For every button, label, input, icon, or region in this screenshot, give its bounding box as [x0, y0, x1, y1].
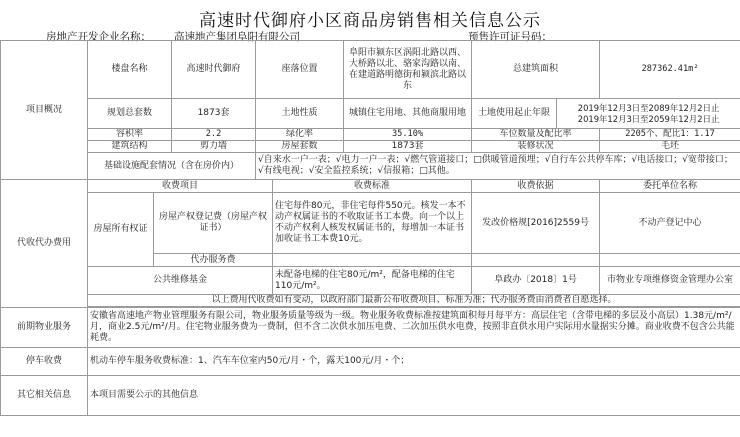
page-title: 高速时代御府小区商品房销售相关信息公示 — [199, 11, 541, 31]
delivery-value: 毛坯 — [600, 141, 740, 153]
maintenance-fund-label: 公共维修基金 — [88, 267, 273, 295]
fees-section-label: 代收代办费用 — [1, 180, 88, 308]
delivery-label: 装修状况 — [472, 141, 600, 153]
land-term-values — [557, 99, 740, 129]
location-value: 阜阳市颍东区涡阳北路以西、大桥路以北、骆家沟路以南、在建道路明德街和颍滨北路以东 — [344, 41, 472, 99]
fee-header-agency: 委托单位名称 — [600, 180, 740, 193]
name-label: 楼盘名称 — [88, 41, 172, 99]
property-text: 安徽省高速地产物业管理服务有限公司，物业服务质量等级为一级。物业服务收费标准按建筑面积每月每平方：高层住宅（含带电梯的多层及小高层）1.38元/m²/月，商业2.5元/m²/月。住宅物业服务费为一费制，但不含二次供水加压电费、二次加压供水电费，按照非直供水用户实际用水量据实分摊。商业收费不包含公共能耗费。 — [88, 308, 740, 348]
facilities-label: 基础设施配套情况（含在房价内） — [88, 153, 256, 180]
parking-ratio-label: 车位数量及配比率 — [472, 129, 600, 141]
units-value: 1873套 — [344, 141, 472, 153]
developer-name: 高速地产集团阜阳有限公司 — [174, 31, 300, 43]
property-label: 前期物业服务 — [1, 308, 88, 348]
name-value: 高速时代御府 — [172, 41, 256, 99]
cert-fee-label: 房屋产权登记费（房屋产权证书） — [154, 193, 273, 254]
planned-units-value: 1873套 — [172, 99, 256, 129]
fee-header-standard: 收费标准 — [273, 180, 472, 193]
maintenance-fund-basis: 阜政办〔2018〕1号 — [472, 267, 600, 295]
service-fee-label: 代办服务费 — [154, 254, 273, 267]
parking-fees-text: 机动车停车服务收费标准：1、汽车车位室内50元/月・个，露天100元/月・个； — [88, 348, 740, 376]
structure-label: 建筑结构 — [88, 141, 172, 153]
fees-note: 以上费用代收费如有变动，以政府部门最新公布收费项目、标准为准；代办服务费由消费者自愿选择。 — [88, 295, 740, 307]
info-table — [0, 40, 740, 416]
maintenance-fund-agency: 市物业专项维修资金管理办公室 — [600, 267, 740, 295]
ownership-cert-label: 房屋所有权证 — [88, 193, 154, 267]
maintenance-fund-standard: 未配备电梯的住宅80元/m²，配备电梯的住宅110元/m²。 — [273, 267, 472, 295]
developer-label: 房地产开发企业名称： — [46, 31, 151, 43]
parking-fees-label: 停车收费 — [1, 348, 88, 376]
land-term-label: 土地使用起止年限 — [472, 99, 557, 129]
land-use-value: 城镇住宅用地、其他商服用地 — [344, 99, 472, 129]
cert-fee-agency: 不动产登记中心 — [600, 193, 740, 254]
other-info-label: 其它相关信息 — [1, 376, 88, 416]
green-value: 35.10% — [344, 129, 472, 141]
overview-section-label: 项目概况 — [1, 41, 88, 180]
location-label: 座落位置 — [256, 41, 344, 99]
permit-label: 预售许可证号码： — [468, 31, 552, 43]
units-label: 房屋套数 — [256, 141, 344, 153]
planned-units-label: 规划总套数 — [88, 99, 172, 129]
far-label: 容积率 — [88, 129, 172, 141]
structure-value: 剪力墙 — [172, 141, 256, 153]
area-label: 总建筑面积 — [472, 41, 600, 99]
parking-ratio-value: 2205个、配比1：1.17 — [600, 129, 740, 141]
facilities-value: √自来水一户一表；√电力一户一表；√燃气管道接口；□供暖管道预埋；√自行车公共停车库；√电话接口；√宽带接口；√有线电视；√安全监控系统；√信报箱；□其他。 — [256, 153, 740, 180]
area-value: 287362.41m² — [600, 41, 740, 99]
fee-header-basis: 收费依据 — [472, 180, 600, 193]
land-term-commercial: 2019年12月3日至2059年12月2日止 — [577, 113, 720, 124]
far-value: 2.2 — [172, 129, 256, 141]
land-use-label: 土地性质 — [256, 99, 344, 129]
cert-fee-basis: 发改价格规[2016]2559号 — [472, 193, 600, 254]
land-term-residential: 2019年12月3日至2089年12月2日止 — [577, 102, 720, 113]
other-info-text: 本项目需要公示的其他信息 — [88, 376, 740, 416]
green-label: 绿化率 — [256, 129, 344, 141]
fee-header-item: 收费项目 — [88, 180, 273, 193]
cert-fee-standard: 住宅每件80元，非住宅每件550元。核发一本不动产权属证书的不收取证书工本费。向一个以上不动产权利人核发权属证书的，每增加一本证书加收证书工本费10元。 — [273, 193, 472, 254]
